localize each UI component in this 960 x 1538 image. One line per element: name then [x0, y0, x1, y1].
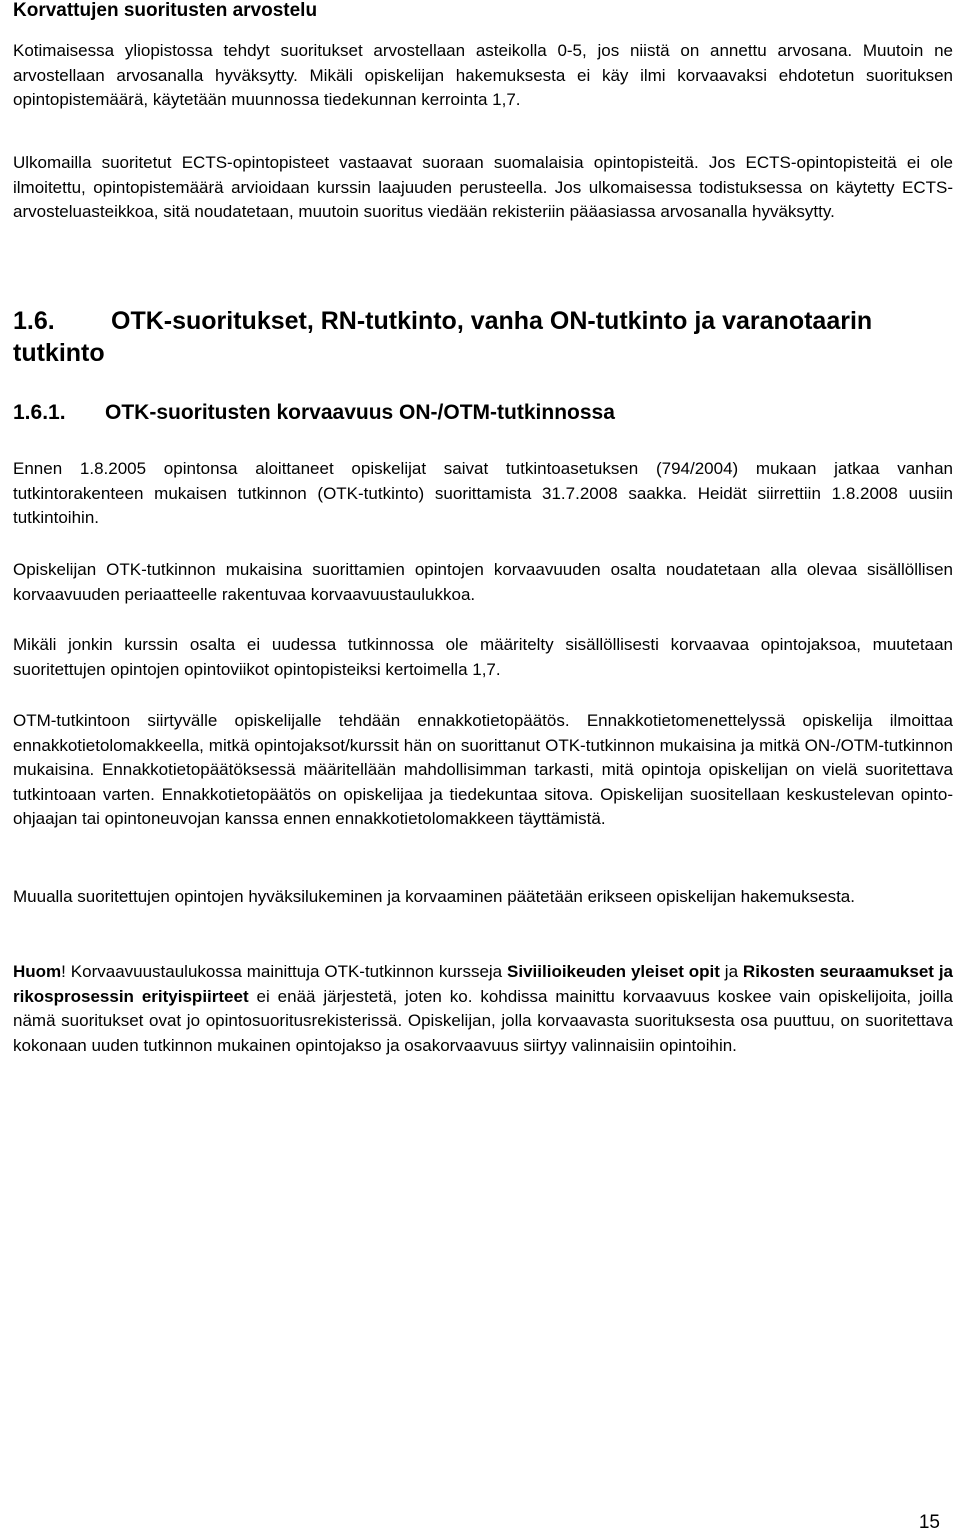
section-heading — [13, 305, 953, 369]
section-number: 1.6. — [13, 307, 55, 335]
page-number: 15 — [918, 1512, 940, 1533]
subsection-number: 1.6.1. — [13, 401, 66, 424]
paragraph-ects: Ulkomailla suoritetut ECTS-opintopisteet vastaavat suoraan suomalaisia opintopisteitä. Jos ECTS-opintopisteitä ei ole ilmoitettu, opintopistemäärä arvioidaan kurssin laajuuden perusteella. Jos ulkomaisessa todistuksessa on käytetty ECTS-arvosteluasteikkoa, sitä noudatetaan, muutoin suoritus viedään rekisteriin pääasiassa arvosanalla hyväksytty. — [13, 153, 953, 222]
paragraph-conversion: Mikäli jonkin kurssin osalta ei uudessa tutkinnossa ole määritelty sisällöllisesti korvaavaa opintojaksoa, muutetaan suoritettujen opintojen opintoviikot opintopisteiksi kertoimella 1,7. — [13, 635, 953, 679]
paragraph-advance-decision: OTM-tutkintoon siirtyvälle opiskelijalle tehdään ennakkotietopäätös. Ennakkotietomenettelyssä opiskelija ilmoittaa ennakkotietolomakkeella, mitkä opintojaksot/kurssit hän on suorittanut OTK-tutkinnon mukaisina ja mitkä ON-/OTM-tutkinnon mukaisina. Ennakkotietopäätöksessä määritellään mahdollisimman tarkasti, mitä opintoja opiskelijan on vielä suoritettava tutkintoaan varten. Ennakkotietopäätös on opiskelijaa ja tiedekuntaa sitova. Opiskelijan suositellaan keskustelevan opinto-ohjaajan tai opintoneuvojan kanssa ennen ennakkotietolomakkeen täyttämistä. — [13, 711, 953, 829]
section-title: OTK-suoritukset, RN-tutkinto, vanha ON-tutkinto ja varanotaarin tutkinto — [13, 307, 873, 367]
subsection-heading — [13, 400, 953, 426]
paragraph-equivalence: Opiskelijan OTK-tutkinnon mukaisina suorittamien opintojen korvaavuuden osalta noudatetaan alla olevaa sisällöllisen korvaavuuden periaatteelle rakentuvaa korvaavuustaulukkoa. — [13, 560, 953, 604]
paragraph-recognition: Muualla suoritettujen opintojen hyväksilukeminen ja korvaaminen päätetään erikseen opiskelijan hakemuksesta. — [13, 887, 855, 906]
note-label: Huom — [13, 962, 62, 981]
paragraph-grading: Kotimaisessa yliopistossa tehdyt suoritukset arvostellaan asteikolla 0-5, jos niistä on annettu arvosana. Muutoin ne arvostellaan arvosanalla hyväksytty. Mikäli opiskelijan hakemuksesta ei käy ilmi korvaavaksi ehdotetun suorituksen opintopistemäärä, käytetään muunnossa tiedekunnan kerrointa 1,7. — [13, 41, 953, 110]
subsection-title: OTK-suoritusten korvaavuus ON-/OTM-tutkinnossa — [105, 401, 615, 424]
course-name-criminal-law: Rikosten seuraamukset ja rikosprosessin erityispiirteet — [13, 962, 954, 1006]
paragraph-transition: Ennen 1.8.2005 opintonsa aloittaneet opiskelijat saivat tutkintoasetuksen (794/2004) mukaan jatkaa vanhan tutkintorakenteen mukaisen tutkinnon (OTK-tutkinto) suorittamista 31.7.2008 saakka. Heidät siirrettiin 1.8.2008 uusiin tutkintoihin. — [13, 459, 953, 528]
page-title: Korvattujen suoritusten arvostelu — [13, 0, 318, 21]
note-paragraph: Huom! Korvaavuustaulukossa mainittuja OTK-tutkinnon kursseja Siviilioikeuden yleiset opit ja Rikosten seuraamukset ja rikosprosessin erityispiirteet ei enää järjestetä, joten ko. kohdissa mainittu korvaavuus koskee vain opiskelijoita, joilla nämä suoritukset ovat jo opintosuoritusrekisterissä. Opiskelijan, jolla korvaavasta suorituksesta osa puuttuu, on suoritettava kokonaan uuden tutkinnon mukainen opintojakso ja osakorvaavuus siirtyy valinnaisiin opintoihin. — [13, 962, 954, 1055]
course-name-civil-law: Siviilioikeuden yleiset opit — [507, 962, 720, 981]
